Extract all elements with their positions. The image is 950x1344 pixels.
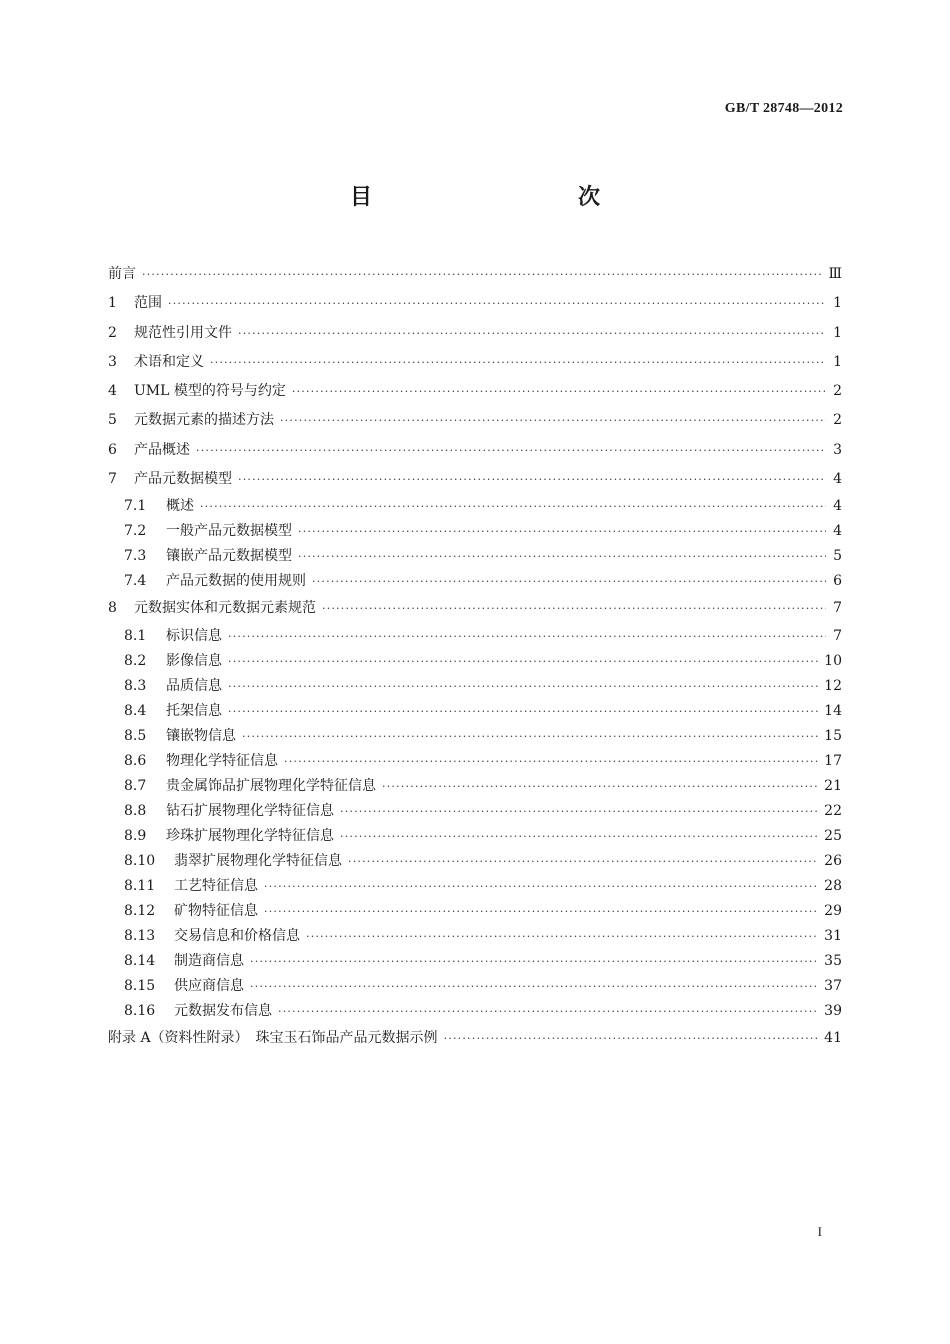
- dot-leader: [284, 749, 818, 774]
- toc-entry-page: 31: [824, 927, 842, 944]
- toc-entry[interactable]: [108, 436, 842, 465]
- dot-leader: [238, 465, 826, 494]
- dot-leader: [278, 999, 818, 1024]
- toc-entry-title: 工艺特征信息: [174, 877, 258, 894]
- toc-entry-page: 4: [833, 498, 842, 515]
- toc-entry-number: 8.13: [124, 927, 156, 944]
- toc-entry-number: 8.14: [124, 952, 156, 969]
- dot-leader: [298, 519, 826, 544]
- page-number: I: [817, 1224, 822, 1239]
- toc-entry-number: 8: [108, 600, 117, 617]
- toc-entry-page: 17: [824, 752, 842, 769]
- toc-entry-number: 8.3: [124, 677, 147, 694]
- toc-entry-title: 产品元数据的使用规则: [166, 573, 306, 590]
- toc-entry[interactable]: [108, 544, 842, 569]
- toc-entry[interactable]: [108, 699, 842, 724]
- dot-leader: [250, 974, 818, 999]
- dot-leader: [306, 924, 818, 949]
- toc-entry-number: 7.4: [124, 573, 147, 590]
- toc-entry[interactable]: [108, 624, 842, 649]
- dot-leader: [322, 594, 826, 623]
- toc-entry-title: 钻石扩展物理化学特征信息: [166, 802, 334, 819]
- toc-entry[interactable]: [108, 594, 842, 623]
- toc-entry-page: 22: [824, 802, 842, 819]
- toc-entry-page: 4: [833, 471, 842, 488]
- toc-entry-number: 8.8: [124, 802, 147, 819]
- toc-entry-title: 贵金属饰品扩展物理化学特征信息: [166, 777, 376, 794]
- toc-entry-number: 7: [108, 471, 117, 488]
- toc-entry-title: 镶嵌产品元数据模型: [166, 548, 292, 565]
- dot-leader: [312, 569, 826, 594]
- toc-entry-title: 一般产品元数据模型: [166, 523, 292, 540]
- toc-entry[interactable]: [108, 494, 842, 519]
- toc-entry-number: 8.10: [124, 852, 156, 869]
- dot-leader: [242, 724, 818, 749]
- toc-entry[interactable]: [108, 1024, 842, 1053]
- dot-leader: [348, 849, 818, 874]
- toc-entry-number: 8.11: [124, 877, 156, 894]
- dot-leader: [382, 774, 818, 799]
- toc-entry-title: 产品元数据模型: [134, 471, 232, 488]
- toc-entry-title: 产品概述: [134, 441, 190, 458]
- toc-entry[interactable]: [108, 289, 842, 318]
- toc-entry-number: 8.2: [124, 652, 147, 669]
- toc-entry[interactable]: [108, 849, 842, 874]
- toc-entry[interactable]: [108, 674, 842, 699]
- toc-entry-page: 15: [824, 727, 842, 744]
- dot-leader: [200, 494, 826, 519]
- toc-entry[interactable]: [108, 406, 842, 435]
- toc-entry-title: 镶嵌物信息: [166, 727, 236, 744]
- toc-entry[interactable]: [108, 569, 842, 594]
- toc-entry-number: 8.9: [124, 827, 147, 844]
- dot-leader: [264, 899, 818, 924]
- toc-entry-page: 28: [824, 877, 842, 894]
- toc-entry[interactable]: [108, 874, 842, 899]
- toc-entry-title: 元数据发布信息: [174, 1002, 272, 1019]
- dot-leader: [298, 544, 826, 569]
- toc-entry-title: 珍珠扩展物理化学特征信息: [166, 827, 334, 844]
- table-of-contents: [108, 260, 842, 1053]
- toc-entry-title: 术语和定义: [134, 353, 204, 370]
- dot-leader: [340, 824, 818, 849]
- toc-entry-number: 7.1: [124, 498, 147, 515]
- toc-entry-number: 5: [108, 412, 117, 429]
- toc-entry-title: 托架信息: [166, 702, 222, 719]
- toc-entry-page: 3: [833, 441, 842, 458]
- toc-entry-page: 12: [824, 677, 842, 694]
- toc-entry-number: 1: [108, 295, 117, 312]
- toc-entry-page: 7: [833, 627, 842, 644]
- toc-entry-title: 供应商信息: [174, 977, 244, 994]
- toc-entry-number: 8.7: [124, 777, 147, 794]
- toc-entry-number: 8.6: [124, 752, 147, 769]
- toc-entry-page: 2: [833, 383, 842, 400]
- toc-entry[interactable]: [108, 649, 842, 674]
- dot-leader: [196, 436, 826, 465]
- toc-entry-title: UML 模型的符号与约定: [134, 383, 286, 400]
- toc-entry[interactable]: [108, 899, 842, 924]
- page-title: 目 次: [349, 185, 654, 210]
- standard-code: GB/T 28748—2012: [724, 101, 843, 116]
- dot-leader: [210, 348, 826, 377]
- toc-entry-page: 29: [824, 902, 842, 919]
- toc-entry-title: 附录 A（资料性附录） 珠宝玉石饰品产品元数据示例: [108, 1029, 438, 1046]
- toc-entry-title: 标识信息: [166, 627, 222, 644]
- toc-entry[interactable]: [108, 774, 842, 799]
- toc-entry[interactable]: [108, 260, 842, 289]
- dot-leader: [238, 319, 826, 348]
- toc-entry-number: 7.3: [124, 548, 147, 565]
- dot-leader: [228, 649, 818, 674]
- toc-entry[interactable]: [108, 377, 842, 406]
- toc-entry-page: 5: [833, 548, 842, 565]
- toc-entry[interactable]: [108, 974, 842, 999]
- dot-leader: [444, 1024, 819, 1053]
- toc-entry-title: 矿物特征信息: [174, 902, 258, 919]
- toc-entry-title: 概述: [166, 498, 194, 515]
- toc-entry-number: 4: [108, 383, 117, 400]
- toc-entry[interactable]: [108, 724, 842, 749]
- toc-entry-title: 影像信息: [166, 652, 222, 669]
- toc-entry-page: 26: [824, 852, 842, 869]
- toc-entry-title: 物理化学特征信息: [166, 752, 278, 769]
- toc-entry-page: Ⅲ: [828, 266, 842, 282]
- toc-entry-page: 21: [824, 777, 842, 794]
- toc-entry-number: 3: [108, 353, 117, 370]
- toc-entry-page: 6: [833, 573, 842, 590]
- toc-entry[interactable]: [108, 749, 842, 774]
- toc-entry-number: 6: [108, 441, 117, 458]
- toc-entry-number: 8.16: [124, 1002, 156, 1019]
- dot-leader: [228, 699, 818, 724]
- toc-entry-page: 14: [824, 702, 842, 719]
- toc-entry-title: 品质信息: [166, 677, 222, 694]
- toc-entry-title: 交易信息和价格信息: [174, 927, 300, 944]
- toc-entry[interactable]: [108, 949, 842, 974]
- toc-entry-number: 8.15: [124, 977, 156, 994]
- toc-entry-number: 8.5: [124, 727, 147, 744]
- toc-entry[interactable]: [108, 348, 842, 377]
- toc-entry-page: 39: [824, 1002, 842, 1019]
- toc-entry[interactable]: [108, 465, 842, 494]
- toc-entry-page: 1: [833, 324, 842, 341]
- toc-entry[interactable]: [108, 824, 842, 849]
- dot-leader: [168, 289, 826, 318]
- toc-entry-number: 2: [108, 324, 117, 341]
- toc-entry-title: 元数据实体和元数据元素规范: [134, 600, 316, 617]
- toc-entry-page: 37: [824, 977, 842, 994]
- toc-entry-number: 8.4: [124, 702, 147, 719]
- toc-entry-page: 25: [824, 827, 842, 844]
- toc-entry-title: 元数据元素的描述方法: [134, 412, 274, 429]
- toc-entry-page: 10: [824, 652, 842, 669]
- dot-leader: [292, 377, 826, 406]
- toc-entry-page: 2: [833, 412, 842, 429]
- toc-entry-number: 7.2: [124, 523, 147, 540]
- toc-entry-title: 规范性引用文件: [134, 324, 232, 341]
- toc-entry[interactable]: [108, 924, 842, 949]
- dot-leader: [280, 406, 826, 435]
- toc-entry[interactable]: [108, 799, 842, 824]
- toc-entry-title: 制造商信息: [174, 952, 244, 969]
- toc-entry-page: 1: [833, 353, 842, 370]
- toc-entry-number: 8.12: [124, 902, 156, 919]
- toc-entry[interactable]: [108, 999, 842, 1024]
- dot-leader: [142, 260, 822, 289]
- dot-leader: [264, 874, 818, 899]
- toc-entry[interactable]: [108, 319, 842, 348]
- dot-leader: [228, 624, 826, 649]
- dot-leader: [340, 799, 818, 824]
- toc-entry-number: 8.1: [124, 627, 147, 644]
- toc-entry-page: 7: [833, 600, 842, 617]
- dot-leader: [228, 674, 818, 699]
- toc-entry-page: 4: [833, 523, 842, 540]
- toc-entry[interactable]: [108, 519, 842, 544]
- toc-entry-title: 范围: [134, 295, 162, 312]
- toc-entry-title: 翡翠扩展物理化学特征信息: [174, 852, 342, 869]
- toc-entry-page: 35: [824, 952, 842, 969]
- dot-leader: [250, 949, 818, 974]
- toc-entry-title: 前言: [108, 266, 136, 282]
- toc-entry-page: 41: [824, 1029, 842, 1046]
- toc-entry-page: 1: [833, 295, 842, 312]
